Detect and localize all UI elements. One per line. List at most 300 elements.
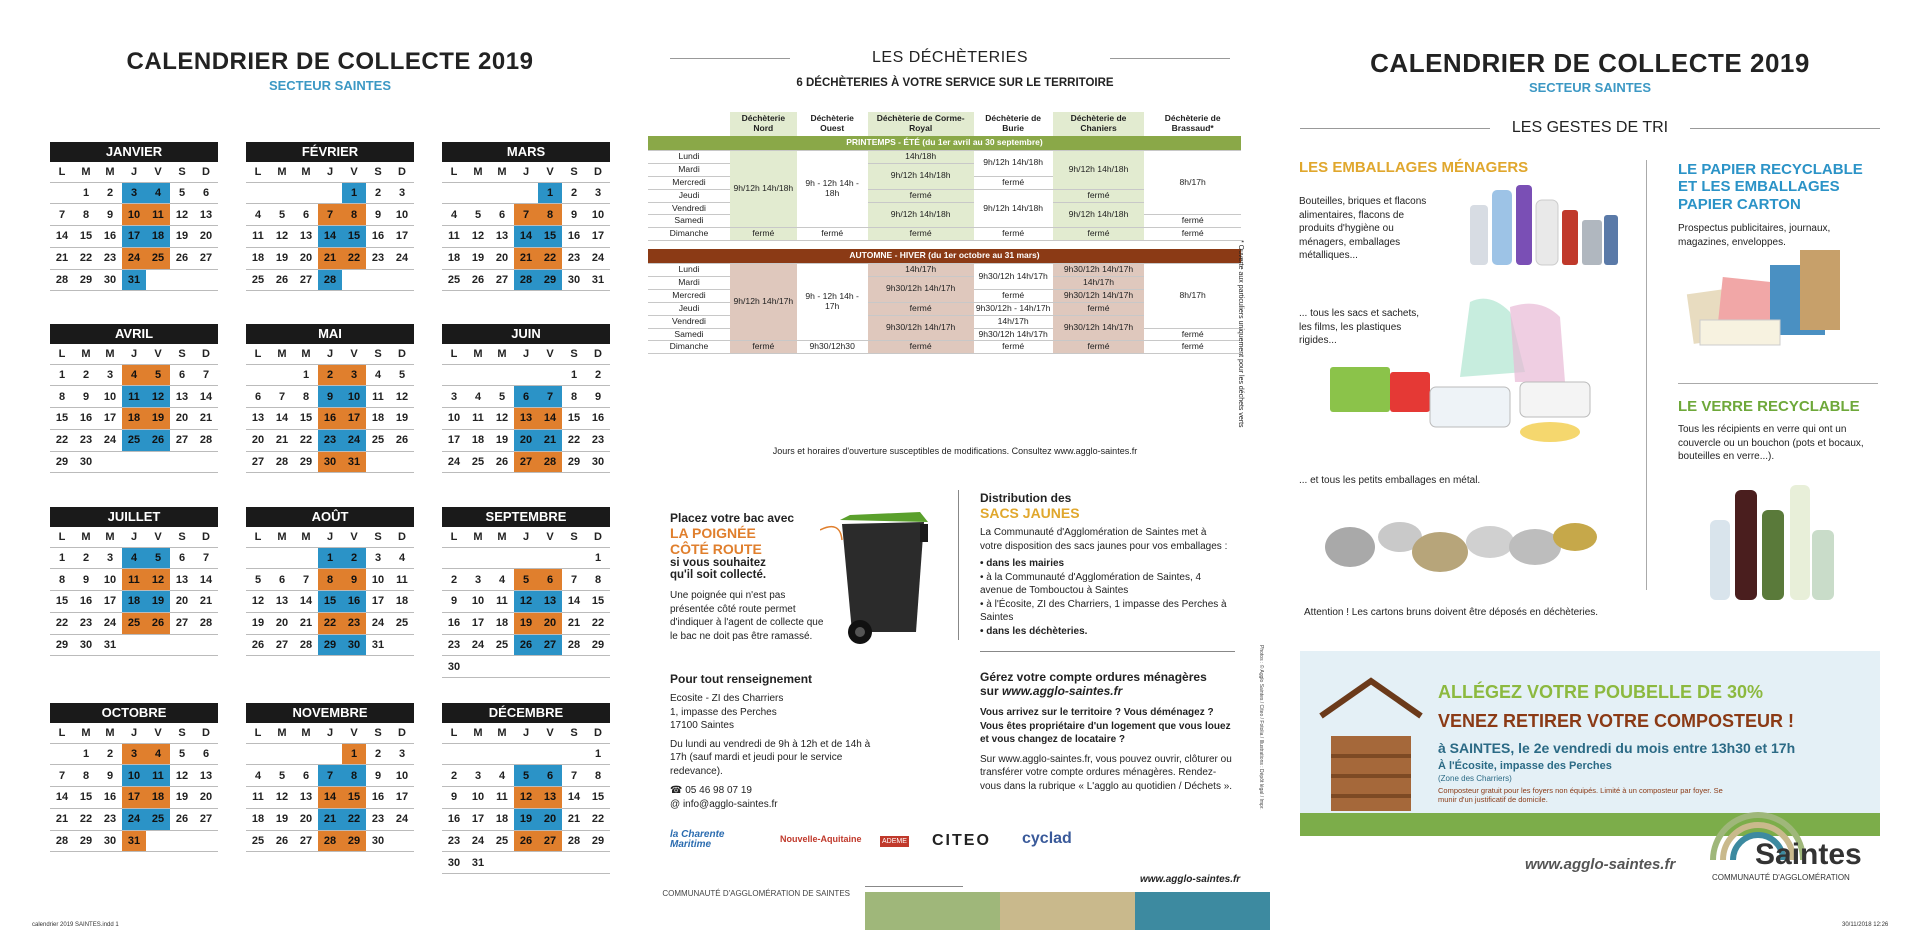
empty-cell [294, 547, 318, 569]
weekday-header: S [366, 162, 390, 182]
day-cell: 29 [342, 830, 366, 852]
empty-cell [318, 182, 342, 204]
day-cell: 28 [50, 830, 74, 852]
day-cell: 4 [122, 364, 146, 386]
day-cell: 6 [246, 386, 270, 408]
day-cell: 17 [122, 226, 146, 248]
month-name: NOVEMBRE [246, 703, 414, 723]
website-footer[interactable]: www.agglo-saintes.fr [1525, 856, 1676, 873]
day-cell: 11 [490, 591, 514, 613]
day-cell: 4 [246, 204, 270, 226]
day-cell: 27 [538, 830, 562, 852]
bac-highlight: LA POIGNÉE [670, 525, 756, 541]
page-subtitle: SECTEUR SAINTES [268, 78, 392, 93]
day-cell: 13 [170, 569, 194, 591]
email-line[interactable]: @ info@agglo-saintes.fr [670, 798, 778, 810]
day-cell: 9 [366, 765, 390, 787]
hours-cell: 9h/12h 14h/17h [730, 264, 797, 341]
day-cell: 18 [122, 408, 146, 430]
day-label: Vendredi [648, 315, 730, 328]
day-cell: 5 [390, 364, 414, 386]
day-cell: 6 [194, 743, 218, 765]
weekday-header: M [294, 723, 318, 743]
horizontal-divider [980, 651, 1235, 652]
day-cell: 6 [538, 569, 562, 591]
day-cell: 20 [170, 591, 194, 613]
weekday-header: L [442, 162, 466, 182]
day-cell: 2 [74, 364, 98, 386]
papier-text: Prospectus publicitaires, journaux, magazines, enveloppes. [1678, 223, 1831, 248]
day-cell: 3 [466, 765, 490, 787]
day-cell: 27 [246, 451, 270, 473]
month-name: MAI [246, 324, 414, 344]
month-calendar [50, 703, 218, 852]
day-cell: 30 [366, 830, 390, 852]
day-cell: 16 [98, 787, 122, 809]
site-header: Déchèterie de Corme-Royal [868, 112, 974, 136]
day-cell: 20 [170, 408, 194, 430]
verre-title: LE VERRE RECYCLABLE [1678, 398, 1860, 415]
day-cell: 13 [514, 408, 538, 430]
summer-band: PRINTEMPS - ÉTÉ (du 1er avril au 30 septembre) [648, 136, 1241, 151]
day-cell: 21 [270, 429, 294, 451]
day-cell: 18 [122, 591, 146, 613]
day-cell: 23 [442, 634, 466, 656]
day-cell: 21 [194, 408, 218, 430]
day-cell: 16 [366, 787, 390, 809]
day-cell: 28 [270, 451, 294, 473]
day-cell: 31 [466, 852, 490, 874]
hours-cell: 9h/12h 14h/18h [868, 202, 974, 228]
hours-cell: fermé [1053, 189, 1145, 202]
day-cell: 5 [270, 765, 294, 787]
empty-cell [562, 547, 586, 569]
day-cell: 11 [246, 787, 270, 809]
site-header: Déchèterie de Brassaud* [1164, 113, 1221, 133]
day-cell: 22 [562, 429, 586, 451]
day-cell: 17 [586, 226, 610, 248]
day-cell: 26 [270, 269, 294, 291]
day-cell: 7 [194, 547, 218, 569]
day-cell: 20 [194, 787, 218, 809]
empty-cell [50, 182, 74, 204]
day-cell: 13 [246, 408, 270, 430]
day-cell: 9 [366, 204, 390, 226]
day-label: Vendredi [648, 202, 730, 215]
day-cell: 9 [318, 386, 342, 408]
weekday-header: S [366, 723, 390, 743]
weekday-header: M [98, 162, 122, 182]
weekday-header: M [466, 723, 490, 743]
day-cell: 1 [538, 182, 562, 204]
day-cell: 25 [466, 451, 490, 473]
hours-cell: 8h/17h [1144, 151, 1241, 215]
weekday-header: J [318, 527, 342, 547]
day-cell: 9 [562, 204, 586, 226]
empty-cell [538, 743, 562, 765]
day-cell: 15 [50, 591, 74, 613]
communaute-footer: COMMUNAUTÉ D'AGGLOMÉRATION DE SAINTES [662, 889, 850, 898]
day-cell: 6 [294, 204, 318, 226]
day-cell: 1 [586, 743, 610, 765]
weekday-header: L [50, 162, 74, 182]
list-item: • à la Communauté d'Agglomération de Saintes, 4 avenue de Tombouctou à Saintes [980, 571, 1202, 596]
verre-rule [1678, 383, 1878, 384]
day-cell: 11 [146, 204, 170, 226]
logo-ademe: ADEME [882, 838, 907, 845]
empty-cell [122, 451, 146, 473]
day-cell: 29 [74, 830, 98, 852]
verre-text: Tous les récipients en verre qui ont un couvercle ou un bouchon (pots et bocaux, bouteilles en verre...). [1678, 424, 1864, 462]
page-subtitle: SECTEUR SAINTES [1528, 80, 1652, 95]
weekday-header: S [366, 527, 390, 547]
day-cell: 24 [442, 451, 466, 473]
weekday-header: S [170, 162, 194, 182]
composteur-headline2: VENEZ RETIRER VOTRE COMPOSTEUR ! [1438, 711, 1795, 731]
day-cell: 25 [122, 612, 146, 634]
day-cell: 27 [170, 612, 194, 634]
day-cell: 26 [146, 612, 170, 634]
day-cell: 4 [490, 569, 514, 591]
weekday-header: V [146, 527, 170, 547]
day-cell: 25 [122, 429, 146, 451]
hours-table [648, 112, 1241, 354]
day-cell: 3 [390, 743, 414, 765]
day-cell: 14 [50, 787, 74, 809]
day-cell: 10 [98, 569, 122, 591]
day-cell: 1 [342, 743, 366, 765]
day-label: Lundi [648, 151, 730, 164]
day-cell: 24 [98, 429, 122, 451]
empty-cell [366, 269, 390, 291]
account-question: Vous arrivez sur le territoire ? Vous déménagez ? Vous êtes propriétaire d'un logement que vous louez et vous changez de locataire ? [980, 707, 1231, 745]
month-name: JUILLET [50, 507, 218, 527]
day-cell: 4 [366, 364, 390, 386]
day-cell: 20 [270, 612, 294, 634]
day-cell: 2 [98, 182, 122, 204]
dist-title-highlight: SACS JAUNES [980, 505, 1080, 521]
day-cell: 12 [490, 408, 514, 430]
day-cell: 13 [194, 204, 218, 226]
composteur-headline: ALLÉGEZ VOTRE POUBELLE DE 30% [1438, 682, 1764, 702]
day-cell: 5 [170, 743, 194, 765]
empty-cell [390, 451, 414, 473]
weekday-header: S [562, 162, 586, 182]
day-cell: 6 [294, 765, 318, 787]
day-label: Jeudi [648, 302, 730, 315]
info-section [670, 672, 950, 811]
hours-cell: 14h/17h [974, 315, 1053, 328]
website-footer[interactable]: www.agglo-saintes.fr [1140, 874, 1241, 885]
empty-cell [342, 269, 366, 291]
weekday-header: M [490, 527, 514, 547]
day-cell: 10 [390, 204, 414, 226]
weekday-header: M [490, 162, 514, 182]
day-cell: 9 [342, 569, 366, 591]
weekday-header: D [390, 344, 414, 364]
day-cell: 29 [318, 634, 342, 656]
weekday-header: M [74, 162, 98, 182]
empty-cell [98, 451, 122, 473]
day-cell: 18 [466, 429, 490, 451]
hours-cell: fermé [868, 341, 974, 354]
bac-line: Placez votre bac avec [670, 511, 795, 525]
empty-cell [466, 656, 490, 678]
plastics-illustration [1310, 292, 1610, 457]
day-cell: 18 [146, 787, 170, 809]
day-label: Dimanche [648, 228, 730, 241]
day-cell: 28 [194, 612, 218, 634]
site-header: Déchèterie Ouest [810, 113, 854, 133]
day-cell: 8 [586, 569, 610, 591]
day-cell: 8 [318, 569, 342, 591]
day-cell: 12 [146, 386, 170, 408]
bac-highlight: CÔTÉ ROUTE [670, 541, 762, 557]
empty-cell [466, 547, 490, 569]
day-cell: 1 [562, 364, 586, 386]
bac-line: si vous souhaitez [670, 557, 766, 569]
metal-illustration [1310, 492, 1610, 592]
empty-cell [442, 364, 466, 386]
timestamp-footer: 30/11/2018 12:26 [1842, 922, 1889, 928]
hours-cell: 9h/12h 14h/18h [1053, 202, 1145, 228]
day-cell: 31 [342, 451, 366, 473]
day-cell: 15 [342, 226, 366, 248]
empty-cell [246, 547, 270, 569]
weekday-header: M [466, 527, 490, 547]
empty-cell [514, 656, 538, 678]
day-cell: 5 [246, 569, 270, 591]
day-cell: 2 [562, 182, 586, 204]
day-cell: 14 [318, 787, 342, 809]
empty-cell [294, 743, 318, 765]
month-name: DÉCEMBRE [442, 703, 610, 723]
bac-description: Une poignée qui n'est pas présentée côté route permet d'indiquer à l'agent de collecte que le bac ne doit pas être ramassé. [670, 590, 824, 642]
empty-cell [490, 364, 514, 386]
hours-cell: 14h/18h [868, 151, 974, 164]
day-cell: 13 [294, 787, 318, 809]
hours-cell: 9h30/12h - 14h/17h [974, 302, 1053, 315]
day-cell: 28 [562, 830, 586, 852]
email-icon: @ [670, 798, 681, 810]
day-cell: 17 [466, 612, 490, 634]
day-cell: 16 [562, 226, 586, 248]
day-cell: 7 [538, 386, 562, 408]
day-cell: 25 [146, 247, 170, 269]
hours-cell: fermé [1053, 228, 1145, 241]
weekday-header: M [74, 527, 98, 547]
info-title: Pour tout renseignement [670, 672, 813, 686]
day-cell: 7 [294, 569, 318, 591]
hours-cell: fermé [974, 176, 1053, 189]
empty-cell [538, 547, 562, 569]
empty-cell [538, 656, 562, 678]
day-cell: 19 [514, 808, 538, 830]
day-cell: 10 [122, 204, 146, 226]
day-cell: 23 [98, 808, 122, 830]
hours-cell: 9h30/12h 14h/17h [868, 277, 974, 303]
day-cell: 4 [146, 743, 170, 765]
day-cell: 30 [98, 830, 122, 852]
weekday-header: M [490, 723, 514, 743]
day-cell: 1 [74, 743, 98, 765]
empty-cell [146, 269, 170, 291]
hours-cell: 9h30/12h 14h/17h [1053, 289, 1145, 302]
weekday-header: J [122, 344, 146, 364]
weekday-header: L [246, 344, 270, 364]
day-cell: 10 [466, 787, 490, 809]
dist-list [980, 557, 1230, 638]
empty-cell [294, 182, 318, 204]
day-cell: 26 [490, 451, 514, 473]
account-link-line: sur www.agglo-saintes.fr [980, 684, 1123, 698]
day-cell: 19 [146, 591, 170, 613]
day-cell: 27 [194, 808, 218, 830]
day-cell: 23 [586, 429, 610, 451]
day-cell: 20 [294, 808, 318, 830]
account-website-link[interactable]: www.agglo-saintes.fr [1002, 684, 1123, 698]
logo-charente-maritime: la Charente Maritime [670, 829, 725, 850]
weekday-header: M [270, 723, 294, 743]
day-cell: 26 [514, 830, 538, 852]
column-divider [1646, 160, 1647, 590]
day-cell: 10 [390, 765, 414, 787]
composteur-zone: (Zone des Charriers) [1438, 774, 1512, 783]
day-cell: 17 [98, 408, 122, 430]
list-item: • dans les mairies [980, 558, 1065, 569]
month-calendar [246, 703, 414, 852]
saintes-logo-sub: COMMUNAUTÉ D'AGGLOMÉRATION [1712, 873, 1850, 882]
day-cell: 24 [122, 808, 146, 830]
empty-cell [50, 743, 74, 765]
empty-cell [466, 182, 490, 204]
empty-cell [146, 830, 170, 852]
empty-cell [146, 634, 170, 656]
day-cell: 14 [562, 787, 586, 809]
month-name: OCTOBRE [50, 703, 218, 723]
day-cell: 21 [514, 247, 538, 269]
day-cell: 11 [122, 569, 146, 591]
day-cell: 9 [98, 204, 122, 226]
day-cell: 6 [270, 569, 294, 591]
day-cell: 18 [246, 808, 270, 830]
weekday-header: J [514, 723, 538, 743]
weekday-header: M [270, 344, 294, 364]
weekday-header: S [562, 723, 586, 743]
hours-cell: fermé [797, 228, 868, 241]
day-cell: 21 [318, 247, 342, 269]
empty-cell [390, 634, 414, 656]
phone-line: ☎ 05 46 98 07 19 [670, 785, 752, 796]
day-cell: 27 [514, 451, 538, 473]
day-cell: 6 [194, 182, 218, 204]
day-cell: 21 [50, 247, 74, 269]
account-title: Gérez votre compte ordures ménagères [980, 670, 1207, 684]
day-cell: 27 [294, 830, 318, 852]
day-cell: 18 [246, 247, 270, 269]
weekday-header: M [270, 162, 294, 182]
month-name: AVRIL [50, 324, 218, 344]
weekday-header: D [586, 527, 610, 547]
day-cell: 14 [294, 591, 318, 613]
glass-illustration [1700, 470, 1840, 610]
day-cell: 22 [74, 247, 98, 269]
empty-cell [490, 852, 514, 874]
day-cell: 6 [514, 386, 538, 408]
hours-cell: fermé [1144, 341, 1241, 354]
day-cell: 8 [74, 765, 98, 787]
hours-cell: 14h/17h [1053, 277, 1145, 290]
account-text: Sur www.agglo-saintes.fr, vous pouvez ouvrir, clôturer ou transférer votre compte ordures ménagères. Rendez-vous dans la rubrique « L'agglo au quotidien / Déchets ». [980, 753, 1233, 792]
month-calendar [246, 324, 414, 473]
day-cell: 1 [318, 547, 342, 569]
day-cell: 16 [442, 612, 466, 634]
day-cell: 11 [442, 226, 466, 248]
day-cell: 3 [442, 386, 466, 408]
day-cell: 29 [586, 634, 610, 656]
logo-nouvelle-aquitaine: Nouvelle-Aquitaine [780, 834, 862, 844]
day-cell: 22 [538, 247, 562, 269]
day-cell: 1 [74, 182, 98, 204]
logo-citeo: CITEO [932, 832, 991, 849]
day-cell: 14 [562, 591, 586, 613]
day-cell: 31 [122, 830, 146, 852]
weekday-header: V [538, 344, 562, 364]
day-cell: 12 [146, 569, 170, 591]
day-cell: 31 [586, 269, 610, 291]
day-cell: 20 [194, 226, 218, 248]
day-cell: 29 [50, 634, 74, 656]
day-cell: 30 [318, 451, 342, 473]
day-cell: 3 [586, 182, 610, 204]
bottles-illustration [1460, 175, 1620, 275]
section-heading: LES DÉCHÈTERIES [872, 49, 1028, 66]
day-cell: 9 [442, 787, 466, 809]
weekday-header: L [246, 527, 270, 547]
day-cell: 17 [342, 408, 366, 430]
day-cell: 7 [50, 204, 74, 226]
empty-cell [170, 451, 194, 473]
weekday-header: V [342, 344, 366, 364]
footer-bar [865, 886, 963, 887]
day-cell: 24 [342, 429, 366, 451]
hours-cell: fermé [1144, 328, 1241, 341]
day-cell: 24 [466, 634, 490, 656]
day-cell: 25 [246, 830, 270, 852]
day-label: Mardi [648, 163, 730, 176]
day-cell: 16 [74, 408, 98, 430]
empty-cell [514, 547, 538, 569]
day-cell: 23 [98, 247, 122, 269]
day-cell: 25 [146, 808, 170, 830]
day-cell: 12 [170, 204, 194, 226]
day-cell: 29 [294, 451, 318, 473]
hours-cell: 9h/12h 14h/18h [974, 189, 1053, 228]
weekday-header: L [442, 344, 466, 364]
day-cell: 21 [562, 808, 586, 830]
day-cell: 15 [562, 408, 586, 430]
day-cell: 22 [294, 429, 318, 451]
empty-cell [562, 656, 586, 678]
month-name: SEPTEMBRE [442, 507, 610, 527]
day-cell: 5 [514, 765, 538, 787]
day-cell: 9 [98, 765, 122, 787]
wheelie-bin-illustration [820, 500, 940, 648]
day-cell: 22 [586, 612, 610, 634]
day-cell: 25 [366, 429, 390, 451]
hours-cell: 9h/12h 14h/18h [1053, 151, 1145, 190]
day-cell: 5 [466, 204, 490, 226]
